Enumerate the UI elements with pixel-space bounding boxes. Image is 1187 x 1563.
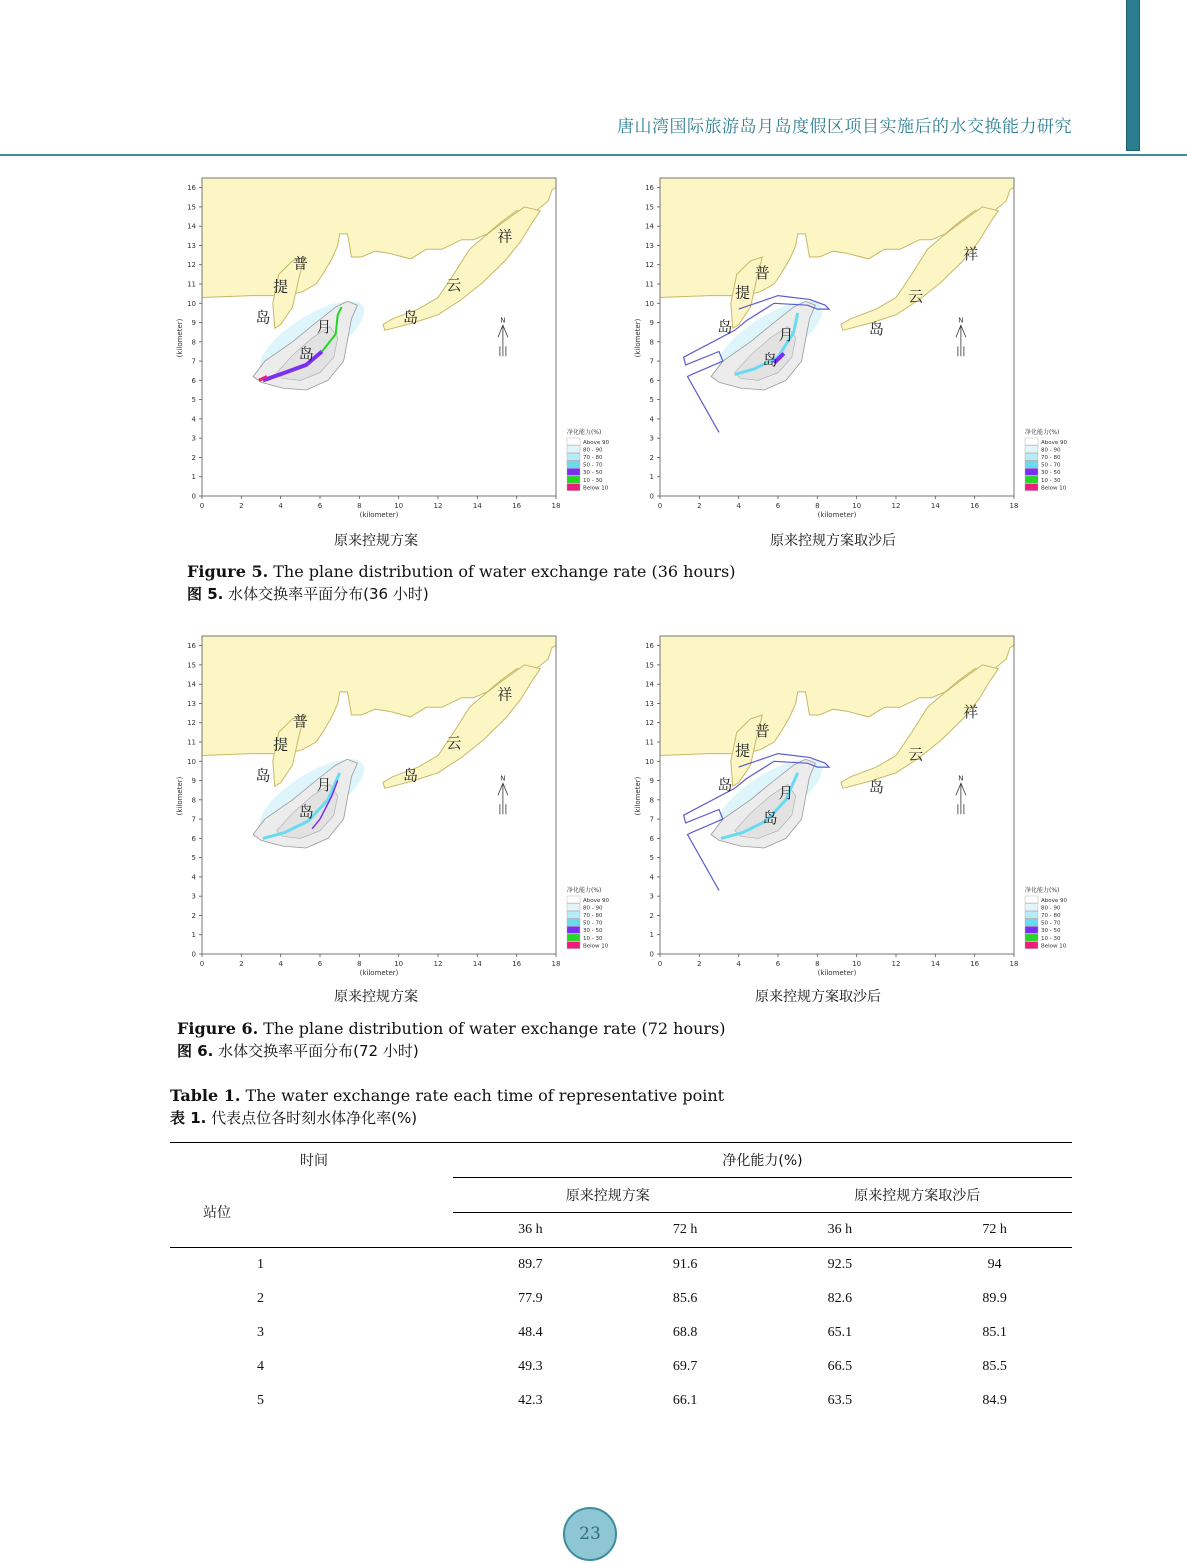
value-cell: 66.1	[672, 1393, 698, 1408]
header-accent-bar	[1126, 0, 1140, 151]
x-tick-label: 6	[317, 502, 323, 510]
y-axis-label: (kilometer)	[634, 776, 642, 816]
value-cell: 82.6	[827, 1291, 853, 1306]
legend-swatch	[1025, 896, 1038, 903]
y-tick-label: 9	[649, 319, 654, 328]
legend-swatch	[567, 942, 580, 949]
place-label: 岛	[762, 808, 778, 827]
y-tick-label: 2	[191, 911, 196, 920]
fig6-caption-zh-text: 水体交换率平面分布(72 小时)	[213, 1042, 419, 1060]
legend-label: 50 - 70	[583, 920, 603, 927]
x-tick-label: 14	[930, 502, 940, 510]
x-tick-label: 16	[970, 502, 980, 510]
station-cell: 1	[257, 1257, 264, 1272]
place-label: 月	[316, 776, 332, 795]
table-row	[170, 1316, 1072, 1350]
fig5-caption-en-label: Figure 5.	[187, 562, 269, 581]
y-tick-label: 6	[191, 376, 196, 385]
legend-swatch	[567, 919, 580, 926]
fig6-left-label: 原来控规方案	[334, 989, 418, 1005]
value-cell: 69.7	[672, 1359, 698, 1374]
legend-swatch	[567, 461, 580, 468]
y-tick-label: 14	[187, 680, 196, 689]
x-tick-label: 6	[317, 960, 323, 968]
value-cell: 89.7	[518, 1257, 543, 1272]
legend-label: Below 10	[583, 485, 609, 492]
table1-caption-en-text: The water exchange rate each time of representative point	[240, 1086, 725, 1105]
fig6-caption-zh	[177, 1040, 419, 1062]
legend-label: Above 90	[583, 897, 610, 904]
value-cell: 77.9	[518, 1291, 543, 1306]
x-tick-label: 12	[891, 960, 901, 968]
station-cell: 3	[257, 1325, 264, 1340]
table-row	[170, 1350, 1072, 1384]
x-tick-label: 6	[775, 502, 781, 510]
x-tick-label: 14	[472, 502, 482, 510]
place-label: 岛	[762, 350, 778, 369]
legend-label: Above 90	[1041, 897, 1068, 904]
x-tick-label: 8	[357, 960, 362, 968]
y-tick-label: 10	[187, 757, 196, 766]
legend-swatch	[567, 476, 580, 483]
place-label: 普	[754, 264, 770, 283]
map-figure	[628, 172, 1068, 520]
north-arrow-label: N	[958, 774, 964, 783]
legend-swatch	[1025, 468, 1038, 475]
y-tick-label: 4	[191, 415, 196, 424]
station-cell: 5	[257, 1393, 264, 1408]
y-tick-label: 6	[649, 376, 654, 385]
y-tick-label: 6	[191, 834, 196, 843]
x-tick-label: 12	[433, 960, 443, 968]
place-label: 岛	[868, 320, 884, 339]
corner-station: 站位	[170, 1178, 453, 1248]
y-tick-label: 16	[187, 184, 196, 193]
fig6-caption-en	[177, 1018, 726, 1040]
legend-swatch	[1025, 911, 1038, 918]
y-tick-label: 4	[649, 873, 654, 882]
place-label: 岛	[255, 308, 271, 327]
y-tick-label: 8	[649, 796, 654, 805]
x-tick-label: 14	[930, 960, 940, 968]
scheme1-header: 原来控规方案	[453, 1178, 762, 1213]
table1-caption-en	[170, 1085, 724, 1107]
map-fig5-dredged	[628, 172, 1068, 520]
table1-caption-zh-label: 表 1.	[170, 1109, 207, 1127]
place-label: 岛	[868, 778, 884, 797]
y-tick-label: 9	[191, 319, 196, 328]
value-cell: 85.1	[982, 1325, 1007, 1340]
map-fig5-original	[170, 172, 610, 520]
y-tick-label: 0	[649, 950, 654, 959]
y-tick-label: 9	[191, 777, 196, 786]
y-tick-label: 12	[187, 719, 196, 728]
legend-label: 10 - 30	[1041, 477, 1061, 484]
x-tick-label: 2	[697, 960, 702, 968]
map-fig6-dredged	[628, 630, 1068, 978]
place-label: 祥	[497, 227, 513, 246]
legend-swatch	[1025, 438, 1038, 445]
x-axis-label: (kilometer)	[817, 511, 857, 519]
place-label: 岛	[717, 776, 733, 795]
value-cell: 94	[987, 1257, 1002, 1272]
value-cell: 91.6	[672, 1257, 698, 1272]
y-tick-label: 0	[649, 492, 654, 501]
legend-swatch	[1025, 919, 1038, 926]
legend-swatch	[1025, 484, 1038, 491]
x-tick-label: 2	[239, 960, 244, 968]
legend-swatch	[567, 904, 580, 911]
legend-label: Below 10	[583, 943, 609, 950]
y-tick-label: 5	[191, 854, 196, 863]
value-cell: 66.5	[827, 1359, 853, 1374]
place-label: 祥	[497, 685, 513, 704]
place-label: 祥	[963, 244, 979, 263]
y-tick-label: 7	[191, 815, 196, 824]
place-label: 云	[446, 733, 462, 752]
place-label: 云	[908, 745, 924, 764]
y-tick-label: 5	[649, 854, 654, 863]
legend-label: 80 - 90	[1041, 905, 1061, 912]
x-tick-label: 4	[736, 502, 741, 510]
x-tick-label: 4	[736, 960, 741, 968]
y-tick-label: 3	[191, 434, 196, 443]
fig5-caption-en-text: The plane distribution of water exchange rate (36 hours)	[268, 562, 736, 581]
legend-label: 30 - 50	[583, 470, 603, 477]
legend-title: 净化能力(%)	[567, 887, 602, 894]
legend-label: 30 - 50	[1041, 470, 1061, 477]
y-tick-label: 1	[649, 931, 654, 940]
value-cell: 85.6	[672, 1291, 698, 1306]
y-tick-label: 6	[649, 834, 654, 843]
legend-title: 净化能力(%)	[1025, 887, 1060, 894]
y-tick-label: 1	[191, 473, 196, 482]
corner-time: 时间	[300, 1153, 328, 1170]
legend-swatch	[567, 896, 580, 903]
y-tick-label: 11	[645, 738, 654, 747]
legend-label: 10 - 30	[1041, 935, 1061, 942]
legend-label: 30 - 50	[1041, 928, 1061, 935]
legend-label: 80 - 90	[583, 905, 603, 912]
y-tick-label: 4	[191, 873, 196, 882]
legend-label: 70 - 80	[583, 913, 603, 919]
page-number-badge: 23	[563, 1507, 617, 1561]
y-tick-label: 11	[187, 738, 196, 747]
legend-label: Above 90	[1041, 439, 1068, 446]
value-cell: 92.5	[827, 1257, 853, 1272]
y-tick-label: 8	[191, 338, 196, 347]
value-cell: 85.5	[982, 1359, 1007, 1374]
y-axis-label: (kilometer)	[176, 776, 184, 816]
x-axis-label: (kilometer)	[359, 969, 399, 977]
legend-swatch	[1025, 934, 1038, 941]
x-tick-label: 0	[199, 960, 205, 968]
legend-swatch	[567, 468, 580, 475]
scheme2-header: 原来控规方案取沙后	[763, 1178, 1073, 1213]
y-tick-label: 3	[649, 892, 654, 901]
subheader-1: 36 h	[518, 1222, 543, 1237]
place-label: 祥	[963, 702, 979, 721]
place-label: 月	[778, 783, 794, 802]
legend-swatch	[1025, 942, 1038, 949]
station-cell: 2	[257, 1291, 264, 1306]
y-tick-label: 16	[645, 184, 654, 193]
place-label: 提	[735, 741, 751, 760]
fig5-caption-en	[187, 561, 736, 583]
running-header-title: 唐山湾国际旅游岛月岛度假区项目实施后的水交换能力研究	[617, 117, 1072, 137]
legend-swatch	[567, 484, 580, 491]
y-tick-label: 10	[187, 299, 196, 308]
y-tick-label: 3	[649, 434, 654, 443]
x-tick-label: 18	[1009, 502, 1019, 510]
x-axis-label: (kilometer)	[817, 969, 857, 977]
table-row	[170, 1384, 1072, 1418]
place-label: 月	[778, 325, 794, 344]
y-tick-label: 15	[645, 203, 654, 212]
y-tick-label: 12	[187, 261, 196, 270]
legend-title: 净化能力(%)	[567, 429, 602, 436]
legend-swatch	[567, 926, 580, 933]
y-tick-label: 0	[191, 492, 196, 501]
fig6-caption-zh-label: 图 6.	[177, 1042, 214, 1060]
x-tick-label: 8	[815, 960, 820, 968]
x-tick-label: 0	[199, 502, 205, 510]
legend-swatch	[1025, 461, 1038, 468]
legend-swatch	[567, 911, 580, 918]
place-label: 云	[446, 275, 462, 294]
legend-label: 80 - 90	[1041, 447, 1061, 454]
y-tick-label: 16	[187, 642, 196, 651]
y-tick-label: 11	[645, 280, 654, 289]
x-tick-label: 10	[394, 502, 404, 510]
legend-label: 70 - 80	[583, 455, 603, 461]
x-tick-label: 16	[970, 960, 980, 968]
place-label: 月	[316, 318, 332, 337]
table-row	[170, 1282, 1072, 1316]
place-label: 云	[908, 287, 924, 306]
station-cell: 4	[257, 1359, 264, 1374]
fig5-caption-zh-text: 水体交换率平面分布(36 小时)	[223, 585, 429, 603]
y-tick-label: 14	[645, 222, 654, 231]
y-tick-label: 4	[649, 415, 654, 424]
x-tick-label: 12	[891, 502, 901, 510]
x-tick-label: 16	[512, 960, 522, 968]
place-label: 岛	[298, 345, 314, 364]
y-tick-label: 0	[191, 950, 196, 959]
y-tick-label: 14	[187, 222, 196, 231]
x-tick-label: 10	[852, 502, 862, 510]
x-tick-label: 2	[239, 502, 244, 510]
legend-swatch	[1025, 476, 1038, 483]
y-tick-label: 3	[191, 892, 196, 901]
x-tick-label: 14	[472, 960, 482, 968]
value-cell: 65.1	[827, 1325, 853, 1340]
y-axis-label: (kilometer)	[176, 318, 184, 358]
y-tick-label: 13	[187, 699, 196, 708]
value-cell: 49.3	[518, 1359, 543, 1374]
y-tick-label: 13	[187, 241, 196, 250]
legend-swatch	[567, 934, 580, 941]
fig6-caption-en-text: The plane distribution of water exchange rate (72 hours)	[258, 1019, 726, 1038]
value-cell: 48.4	[518, 1325, 543, 1340]
x-tick-label: 8	[357, 502, 362, 510]
y-axis-label: (kilometer)	[634, 318, 642, 358]
map-figure	[170, 630, 610, 978]
fig5-caption-zh	[187, 583, 429, 605]
x-tick-label: 18	[1009, 960, 1019, 968]
place-label: 岛	[255, 766, 271, 785]
place-label: 提	[273, 277, 289, 296]
legend-label: 50 - 70	[583, 462, 603, 469]
y-tick-label: 9	[649, 777, 654, 786]
y-tick-label: 12	[645, 261, 654, 270]
x-tick-label: 6	[775, 960, 781, 968]
table1-caption-en-label: Table 1.	[170, 1086, 241, 1105]
x-tick-label: 0	[657, 502, 663, 510]
subheader-3: 36 h	[827, 1222, 853, 1237]
y-tick-label: 15	[187, 661, 196, 670]
legend-label: Below 10	[1041, 943, 1067, 950]
value-cell: 68.8	[672, 1325, 698, 1340]
y-tick-label: 1	[191, 931, 196, 940]
y-tick-label: 10	[645, 757, 654, 766]
subheader-4: 72 h	[982, 1222, 1007, 1237]
y-tick-label: 15	[187, 203, 196, 212]
table1	[170, 1142, 1072, 1418]
place-label: 普	[292, 254, 308, 273]
y-tick-label: 7	[649, 357, 654, 366]
legend-label: Below 10	[1041, 485, 1067, 492]
x-tick-label: 18	[551, 960, 561, 968]
place-label: 提	[735, 283, 751, 302]
y-tick-label: 5	[649, 396, 654, 405]
legend-label: 10 - 30	[583, 935, 603, 942]
map-figure	[628, 630, 1068, 978]
place-label: 提	[273, 735, 289, 754]
map-fig6-original	[170, 630, 610, 978]
value-cell: 42.3	[518, 1393, 543, 1408]
y-tick-label: 11	[187, 280, 196, 289]
x-tick-label: 12	[433, 502, 443, 510]
value-cell: 63.5	[827, 1393, 853, 1408]
table1-caption-zh-text: 代表点位各时刻水体净化率(%)	[206, 1109, 418, 1127]
legend-label: 80 - 90	[583, 447, 603, 454]
x-tick-label: 10	[394, 960, 404, 968]
subheader-2: 72 h	[672, 1222, 698, 1237]
x-tick-label: 4	[278, 502, 283, 510]
table-row	[170, 1248, 1072, 1283]
y-tick-label: 13	[645, 699, 654, 708]
header-rule	[0, 154, 1187, 156]
group-header: 净化能力(%)	[453, 1143, 1072, 1178]
fig5-left-label: 原来控规方案	[334, 533, 418, 549]
x-tick-label: 16	[512, 502, 522, 510]
y-tick-label: 13	[645, 241, 654, 250]
legend-title: 净化能力(%)	[1025, 429, 1060, 436]
place-label: 岛	[717, 318, 733, 337]
x-tick-label: 10	[852, 960, 862, 968]
fig6-caption-en-label: Figure 6.	[177, 1019, 259, 1038]
y-tick-label: 10	[645, 299, 654, 308]
y-tick-label: 2	[191, 453, 196, 462]
y-tick-label: 12	[645, 719, 654, 728]
value-cell: 89.9	[982, 1291, 1007, 1306]
place-label: 岛	[402, 766, 418, 785]
north-arrow-label: N	[958, 316, 964, 325]
map-figure	[170, 172, 610, 520]
place-label: 普	[754, 722, 770, 741]
x-axis-label: (kilometer)	[359, 511, 399, 519]
legend-label: 50 - 70	[1041, 920, 1061, 927]
fig5-right-label: 原来控规方案取沙后	[770, 533, 896, 549]
legend-label: 10 - 30	[583, 477, 603, 484]
y-tick-label: 8	[649, 338, 654, 347]
legend-label: 50 - 70	[1041, 462, 1061, 469]
legend-swatch	[567, 446, 580, 453]
north-arrow-label: N	[500, 316, 506, 325]
legend-label: 30 - 50	[583, 928, 603, 935]
x-tick-label: 4	[278, 960, 283, 968]
legend-swatch	[1025, 453, 1038, 460]
table1-caption-zh	[170, 1107, 417, 1129]
x-tick-label: 8	[815, 502, 820, 510]
x-tick-label: 18	[551, 502, 561, 510]
fig6-right-label: 原来控规方案取沙后	[755, 989, 881, 1005]
north-arrow-label: N	[500, 774, 506, 783]
place-label: 岛	[298, 803, 314, 822]
legend-swatch	[1025, 904, 1038, 911]
legend-label: 70 - 80	[1041, 455, 1061, 461]
x-tick-label: 0	[657, 960, 663, 968]
y-tick-label: 16	[645, 642, 654, 651]
y-tick-label: 1	[649, 473, 654, 482]
legend-swatch	[1025, 446, 1038, 453]
legend-swatch	[567, 453, 580, 460]
y-tick-label: 5	[191, 396, 196, 405]
legend-swatch	[1025, 926, 1038, 933]
y-tick-label: 7	[649, 815, 654, 824]
x-tick-label: 2	[697, 502, 702, 510]
legend-label: Above 90	[583, 439, 610, 446]
y-tick-label: 15	[645, 661, 654, 670]
y-tick-label: 7	[191, 357, 196, 366]
legend-label: 70 - 80	[1041, 913, 1061, 919]
legend-swatch	[567, 438, 580, 445]
y-tick-label: 8	[191, 796, 196, 805]
y-tick-label: 2	[649, 911, 654, 920]
y-tick-label: 2	[649, 453, 654, 462]
value-cell: 84.9	[982, 1393, 1007, 1408]
place-label: 普	[292, 712, 308, 731]
fig5-caption-zh-label: 图 5.	[187, 585, 224, 603]
y-tick-label: 14	[645, 680, 654, 689]
place-label: 岛	[402, 308, 418, 327]
